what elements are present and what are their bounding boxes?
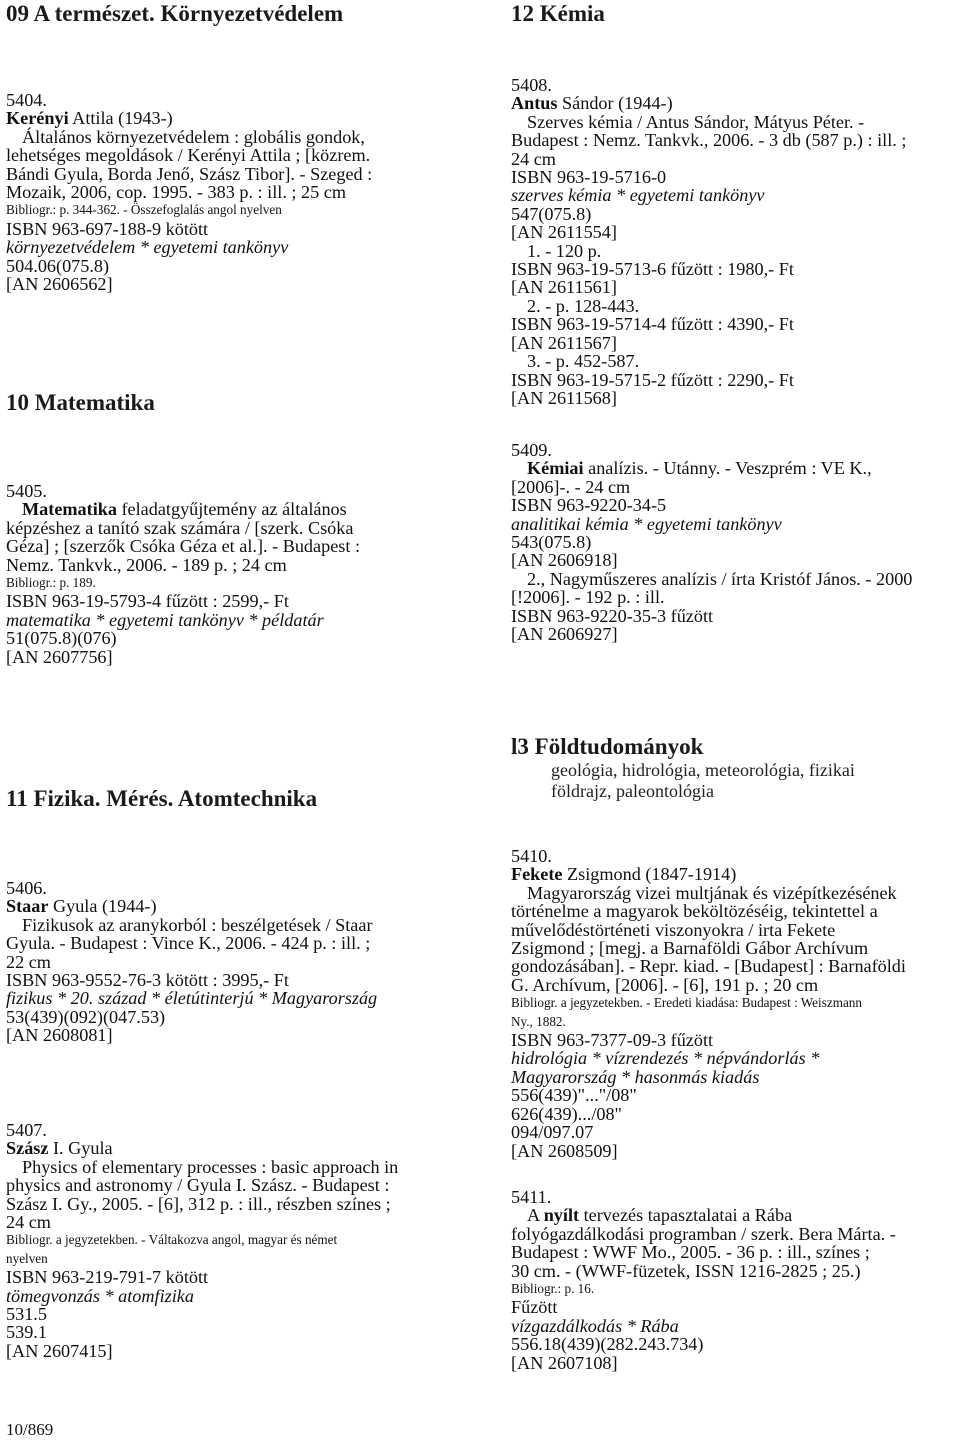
section-subheading-13-line2: földrajz, paleontológia (551, 781, 714, 801)
entry-number: 5407. (6, 1120, 47, 1140)
entry-5404: 5404. Kerényi Attila (1943-) Általános környezetvédelem : globális gondok, lehetséges megoldások / Kerényi Attila ; [közrem. Bándi Gyula, Borda Jenő, Szász Tibor]. - Szeged : Mozaik, 2006, cop. 1995. - 383 p. : ill. ; 25 cm Bibliogr.: p. 344-362. - Összefoglalás angol nyelven ISBN 963-697-188-9 kötött környezetvédelem * egyetemi tankönyv 504.06(075.8) [AN 2606562] (6, 90, 373, 295)
left-column-header: 09 A természet. Környezetvédelem (6, 1, 344, 26)
entry-number: 5404. (6, 90, 47, 110)
entry-number: 5411. (511, 1187, 552, 1207)
entry-number: 5405. (6, 481, 47, 501)
section-heading-11: 11 Fizika. Mérés. Atomtechnika (6, 786, 318, 811)
section-subheading-13-line1: geológia, hidrológia, meteorológia, fizikai (551, 760, 855, 780)
entry-5405: 5405. Matematika feladatgyűjtemény az általános képzéshez a tanító szak számára / [szerk. Csóka Géza] ; [szerzők Csóka Géza et al.]. - Budapest : Nemz. Tankvk., 2006. - 189 p. ; 24 cm Bibliogr.: p. 189. ISBN 963-19-5793-4 fűzött : 2599,- Ft matematika * egyetemi tankönyv * példatár 51(075.8)(076) [AN 2607756] (6, 481, 360, 667)
right-column-header: 12 Kémia (511, 1, 605, 26)
entry-5411: 5411. A nyílt tervezés tapasztalatai a Rába folyógazdálkodási programban / szerk. Bera Márta. - Budapest : WWF Mo., 2005. - 36 p. : ill., színes ; 30 cm. - (WWF-füzetek, ISSN 1216-2825 ; 25.) Bibliogr.: p. 16. Fűzött vízgazdálkodás * Rába 556.18(439)(282.243.734) [AN 2607108] (511, 1187, 896, 1373)
entry-title: Matematika (22, 499, 117, 520)
entry-author: Staar (6, 896, 49, 917)
section-heading-10: 10 Matematika (6, 390, 155, 415)
entry-title: nyílt (543, 1205, 580, 1226)
entry-5406: 5406. Staar Gyula (1944-) Fizikusok az aranykorból : beszélgetések / Staar Gyula. - Budapest : Vince K., 2006. - 424 p. : ill. ; 22 cm ISBN 963-9552-76-3 kötött : 3995,- Ft fizikus * 20. század * életútinterjú * Magyarország 53(439)(092)(047.53) [AN 2608081] (6, 878, 378, 1046)
entry-5407: 5407. Szász I. Gyula Physics of elementary processes : basic approach in physics and astronomy / Gyula I. Szász. - Budapest : Szász I. Gy., 2005. - [6], 312 p. : ill., részben színes ; 24 cm Bibliogr. a jegyzetekben. - Váltakozva angol, magyar és német nyelven ISBN 963-219-791-7 kötött tömegvonzás * atomfizika 531.5 539.1 [AN 2607415] (6, 1120, 399, 1361)
entry-title: Kémiai (527, 458, 584, 479)
entry-number: 5409. (511, 440, 552, 460)
entry-5409: 5409. Kémiai analízis. - Utánny. - Veszprém : VE K., [2006]-. - 24 cm ISBN 963-9220-34-5 analitikai kémia * egyetemi tankönyv 543(075.8) [AN 2606918] 2., Nagyműszeres analízis / írta Kristóf János. - 2000 [!2006]. - 192 p. : ill. ISBN 963-9220-35-3 fűzött [AN 2606927] (511, 440, 913, 645)
entry-author: Szász (6, 1138, 49, 1159)
entry-author: Fekete (511, 864, 563, 885)
entry-author: Kerényi (6, 108, 69, 129)
entry-author: Antus (511, 93, 558, 114)
page-number: 10/869 (6, 1420, 54, 1439)
entry-number: 5410. (511, 846, 552, 866)
entry-number: 5408. (511, 75, 552, 95)
entry-5408: 5408. Antus Sándor (1944-) Szerves kémia / Antus Sándor, Mátyus Péter. - Budapest : Nemz. Tankvk., 2006. - 3 db (587 p.) : ill. ; 24 cm ISBN 963-19-5716-0 szerves kémia * egyetemi tankönyv 547(075.8) [AN 2611554] 1. - 120 p. ISBN 963-19-5713-6 fűzött : 1980,- Ft [AN 2611561] 2. - p. 128-443. ISBN 963-19-5714-4 fűzött : 4390,- Ft [AN 2611567] 3. - p. 452-587. ISBN 963-19-5715-2 fűzött : 2290,- Ft [AN 2611568] (511, 75, 907, 408)
entry-number: 5406. (6, 878, 47, 898)
section-heading-13: l3 Földtudományok (511, 734, 704, 759)
entry-5410: 5410. Fekete Zsigmond (1847-1914) Magyarország vizei multjának és vizépítkezésének történelme a magyarok beköltözéséig, tekintettel a művelődéstörténeti viszonyokra / irta Fekete Zsigmond ; [megj. a Barnaföldi Gábor Archívum gondozásában]. - Repr. kiad. - [Budapest] : Barnaföldi G. Archívum, [2006]. - [6], 191 p. ; 20 cm Bibliogr. a jegyzetekben. - Eredeti kiadása: Budapest : Weiszmann Ny., 1882. ISBN 963-7377-09-3 fűzött hidrológia * vízrendezés * népvándorlás * Magyarország * hasonmás kiadás 556(439)"..."/08" 626(439).../08" 094/097.07 [AN 2608509] (511, 846, 906, 1161)
